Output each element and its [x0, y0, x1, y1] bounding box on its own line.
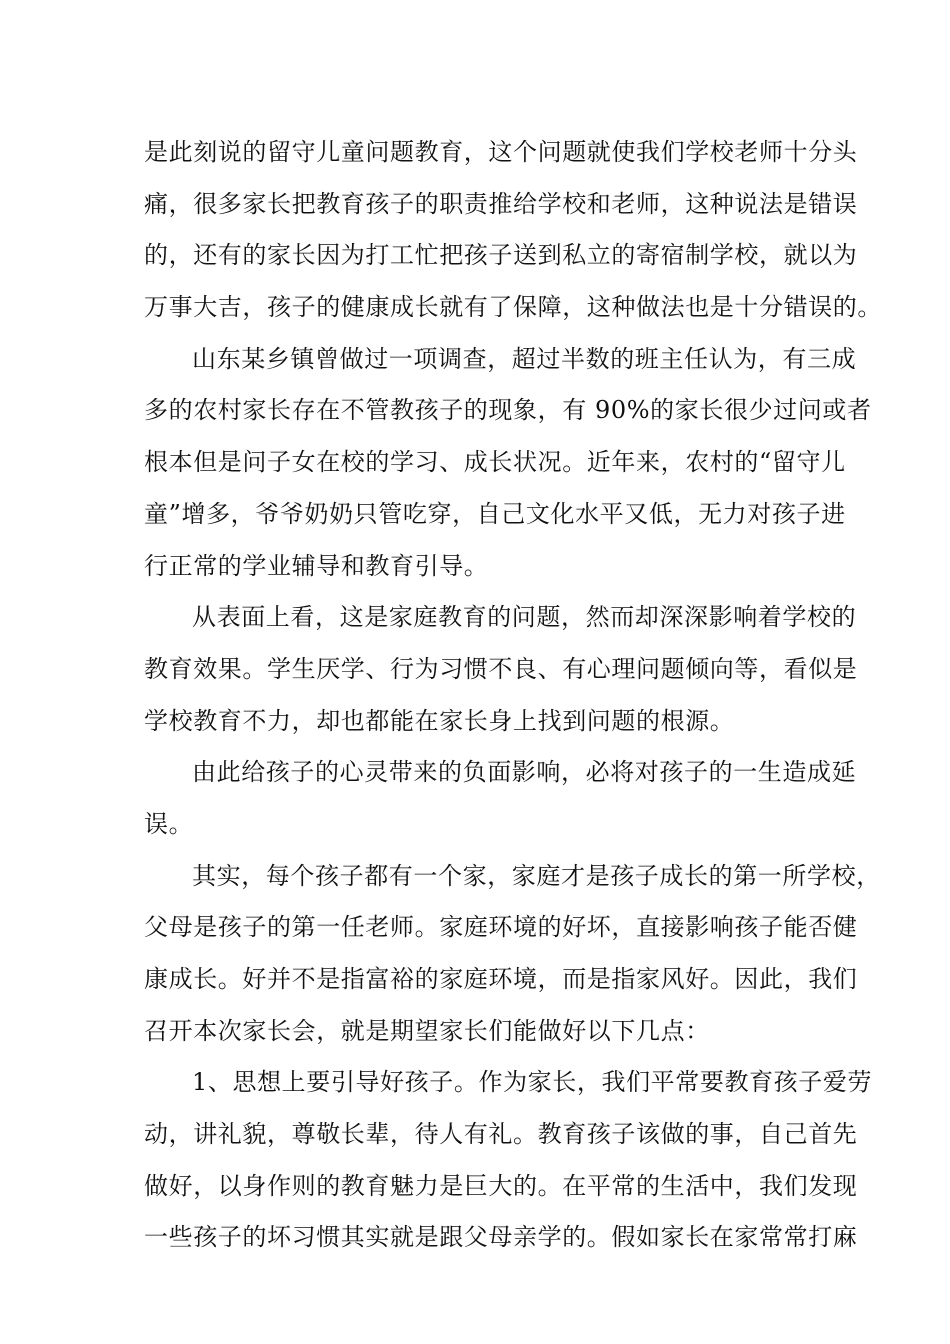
text-line: 误。: [144, 809, 194, 838]
document-body: [144, 127, 882, 1264]
paragraph-first-line: 其实，每个孩子都有一个家，家庭才是孩子成长的第一所学校，: [192, 861, 881, 890]
text-line: 是此刻说的留守儿童问题教育，这个问题就使我们学校老师十分头: [144, 138, 858, 166]
text-line: 一些孩子的坏习惯其实就是跟父母亲学的。假如家长在家常常打麻: [144, 1223, 858, 1252]
text-line: 行正常的学业辅导和教育引导。: [144, 551, 489, 580]
paragraph-first-line: 山东某乡镇曾做过一项调查，超过半数的班主任认为，有三成: [192, 344, 857, 373]
paragraph-first-line: 由此给孩子的心灵带来的负面影响，必将对孩子的一生造成延: [192, 758, 857, 787]
text-line: 学校教育不力，却也都能在家长身上找到问题的根源。: [144, 706, 735, 735]
text-line: 做好，以身作则的教育魅力是巨大的。在平常的生活中，我们发现: [144, 1171, 858, 1200]
text-line: 动，讲礼貌，尊敬长辈，待人有礼。教育孩子该做的事，自己首先: [144, 1120, 858, 1149]
text-line: 的，还有的家长因为打工忙把孩子送到私立的寄宿制学校，就以为: [144, 241, 858, 270]
text-line: 根本但是问子女在校的学习、成长状况。近年来，农村的“留守儿: [144, 448, 846, 477]
paragraph-first-line: 从表面上看，这是家庭教育的问题，然而却深深影响着学校的: [192, 603, 857, 632]
text-line: 康成长。好并不是指富裕的家庭环境，而是指家风好。因此，我们: [144, 965, 858, 993]
text-line: 父母是孩子的第一任老师。家庭环境的好坏，直接影响孩子能否健: [144, 913, 858, 942]
text-line: 教育效果。学生厌学、行为习惯不良、有心理问题倾向等，看似是: [144, 654, 858, 683]
text-line: 痛，很多家长把教育孩子的职责推给学校和老师，这种说法是错误: [144, 189, 858, 218]
text-line: 万事大吉，孩子的健康成长就有了保障，这种做法也是十分错误的。: [144, 293, 882, 322]
paragraph-first-line: 1、思想上要引导好孩子。作为家长，我们平常要教育孩子爱劳: [192, 1068, 873, 1097]
text-line: 童”增多，爷爷奶奶只管吃穿，自己文化水平又低，无力对孩子进: [144, 499, 846, 528]
text-line: 多的农村家长存在不管教孩子的现象，有 90%的家长很少过问或者: [144, 396, 872, 425]
text-line: 召开本次家长会，就是期望家长们能做好以下几点：: [144, 1016, 710, 1045]
